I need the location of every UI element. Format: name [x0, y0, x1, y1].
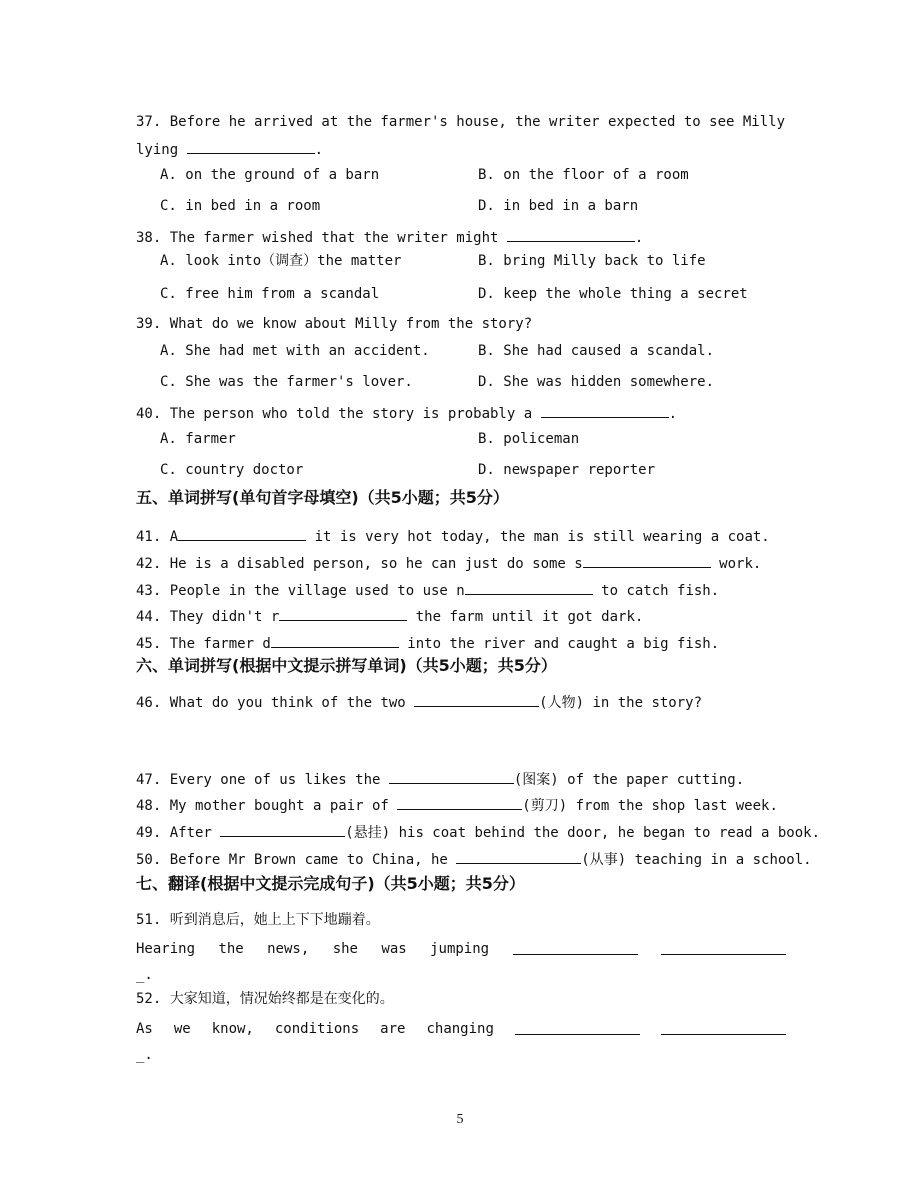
q50-blank[interactable] [456, 849, 581, 864]
q51-blank-1[interactable] [513, 940, 638, 955]
q45-blank[interactable] [271, 633, 399, 648]
q46-suffix: (人物) in the story? [539, 695, 703, 711]
q43-suffix: to catch fish. [592, 583, 720, 599]
q51-word: Hearing [136, 941, 196, 957]
q45-suffix: into the river and caught a big fish. [398, 636, 720, 652]
q51-word: was [381, 941, 407, 957]
q45 [136, 633, 719, 653]
q46-blank[interactable] [414, 692, 539, 707]
q39-option-b: B. She had caused a scandal. [478, 343, 715, 359]
q37-prefix: lying [136, 142, 187, 158]
q43 [136, 580, 719, 600]
q46 [136, 692, 702, 712]
q42 [136, 553, 761, 573]
q47 [136, 769, 744, 789]
q51-word: jumping [430, 941, 490, 957]
q43-prefix: 43. People in the village used to use n [136, 583, 465, 599]
q51-answer-line [136, 940, 786, 958]
q52-blank-1[interactable] [515, 1020, 640, 1035]
q37-option-b: B. on the floor of a room [478, 167, 689, 183]
section5-title: 五、单词拼写(单句首字母填空)（共5小题；共5分） [136, 488, 509, 507]
q52-word: changing [426, 1021, 494, 1037]
q52-tail: _. [136, 1047, 153, 1063]
q38-suffix: . [634, 230, 644, 246]
q39-stem: 39. What do we know about Milly from the story? [136, 316, 533, 332]
q37-option-d: D. in bed in a barn [478, 198, 639, 214]
q52-answer-line [136, 1020, 786, 1038]
q41-suffix: it is very hot today, the man is still wearing a coat. [306, 529, 770, 545]
q45-prefix: 45. The farmer d [136, 636, 271, 652]
q39-option-c: C. She was the farmer's lover. [160, 374, 413, 390]
q51-chinese: 51. 听到消息后，她上上下下地蹦着。 [136, 912, 380, 928]
q49-prefix: 49. After [136, 825, 221, 841]
q37-blank[interactable] [187, 139, 315, 154]
q49-blank[interactable] [220, 822, 345, 837]
q44-suffix: the farm until it got dark. [407, 609, 644, 625]
q38-option-a: A. look into（调查）the matter [160, 253, 402, 269]
q37-stem-cont [136, 139, 323, 159]
q49-suffix: (悬挂) his coat behind the door, he began to read a book. [345, 825, 821, 841]
q41-prefix: 41. A [136, 529, 179, 545]
q38-blank[interactable] [507, 227, 635, 242]
q38-option-c: C. free him from a scandal [160, 286, 380, 302]
q52-word: we [173, 1021, 191, 1037]
page-number: 5 [456, 1112, 464, 1127]
q38-option-b: B. bring Milly back to life [478, 253, 706, 269]
q47-prefix: 47. Every one of us likes the [136, 772, 389, 788]
q40-blank[interactable] [541, 403, 669, 418]
q40-option-a: A. farmer [160, 431, 236, 447]
q51-word: news, [267, 941, 310, 957]
q40-stem [136, 403, 677, 423]
q48 [136, 795, 778, 815]
q51-blank-2[interactable] [661, 940, 786, 955]
q47-suffix: (图案) of the paper cutting. [513, 772, 745, 788]
q42-suffix: work. [710, 556, 762, 572]
q40-suffix: . [668, 406, 678, 422]
q40-prefix: 40. The person who told the story is probably a [136, 406, 541, 422]
q46-prefix: 46. What do you think of the two [136, 695, 415, 711]
q50 [136, 849, 812, 869]
q48-prefix: 48. My mother bought a pair of [136, 798, 398, 814]
q52-word: are [380, 1021, 406, 1037]
q50-suffix: (从事) teaching in a school. [581, 852, 812, 868]
q37-suffix: . [314, 142, 324, 158]
q41-blank[interactable] [178, 526, 306, 541]
q48-blank[interactable] [397, 795, 522, 810]
q51-tail: _. [136, 967, 153, 983]
section7-title: 七、翻译(根据中文提示完成句子)（共5小题；共5分） [136, 874, 525, 893]
q51-word: she [332, 941, 358, 957]
section6-title: 六、单词拼写(根据中文提示拼写单词)（共5小题；共5分） [136, 656, 557, 675]
q39-option-a: A. She had met with an accident. [160, 343, 430, 359]
q52-word: As [136, 1021, 153, 1037]
q37-stem: 37. Before he arrived at the farmer's house, the writer expected to see Milly [136, 114, 786, 130]
q38-option-d: D. keep the whole thing a secret [478, 286, 748, 302]
q48-suffix: (剪刀) from the shop last week. [522, 798, 778, 814]
q42-blank[interactable] [583, 553, 711, 568]
q42-prefix: 42. He is a disabled person, so he can just do some s [136, 556, 583, 572]
q52-blank-2[interactable] [661, 1020, 786, 1035]
q52-word: conditions [274, 1021, 360, 1037]
q44-blank[interactable] [279, 606, 407, 621]
q38-prefix: 38. The farmer wished that the writer might [136, 230, 507, 246]
q52-word: know, [211, 1021, 254, 1037]
q49 [136, 822, 820, 842]
q51-word: the [218, 941, 244, 957]
q37-option-a: A. on the ground of a barn [160, 167, 380, 183]
q37-option-c: C. in bed in a room [160, 198, 321, 214]
q44 [136, 606, 643, 626]
q40-option-b: B. policeman [478, 431, 580, 447]
q41 [136, 526, 770, 546]
q47-blank[interactable] [389, 769, 514, 784]
q44-prefix: 44. They didn't r [136, 609, 280, 625]
q52-chinese: 52. 大家知道，情况始终都是在变化的。 [136, 991, 394, 1007]
q40-option-d: D. newspaper reporter [478, 462, 656, 478]
q50-prefix: 50. Before Mr Brown came to China, he [136, 852, 457, 868]
q39-option-d: D. She was hidden somewhere. [478, 374, 715, 390]
q43-blank[interactable] [465, 580, 593, 595]
q40-option-c: C. country doctor [160, 462, 304, 478]
q38-stem [136, 227, 643, 247]
